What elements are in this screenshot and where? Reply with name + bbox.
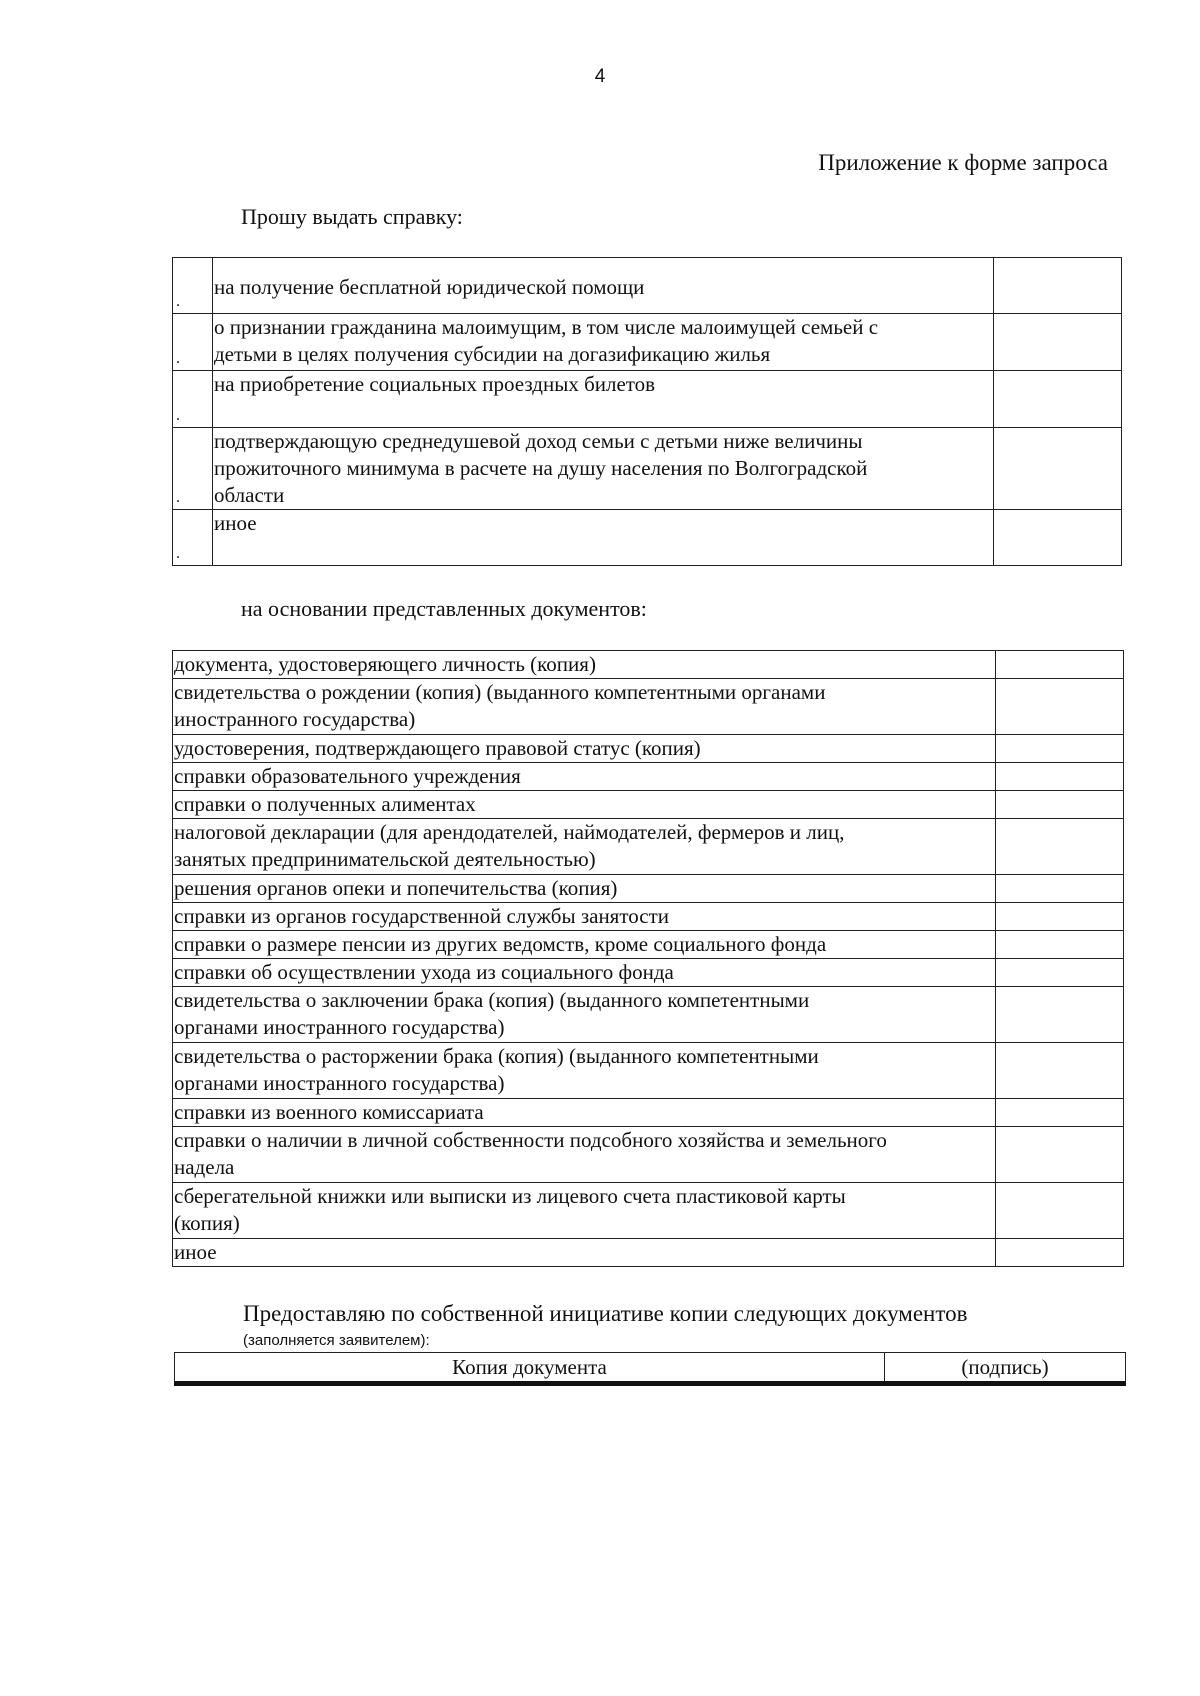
request-row-marker	[173, 428, 213, 510]
request-row-text	[213, 510, 994, 566]
row-marker-text: .	[176, 407, 180, 424]
document-text-line: справки о полученных алиментах	[174, 792, 476, 816]
document-checkbox-cell[interactable]	[996, 791, 1124, 819]
request-row-text	[213, 314, 994, 371]
document-row	[173, 1239, 1124, 1267]
document-checkbox-cell[interactable]	[996, 819, 1124, 875]
document-row	[173, 1099, 1124, 1127]
request-row-text	[213, 428, 994, 510]
request-row	[173, 510, 1122, 566]
document-text-line: налоговой декларации (для арендодателей, наймодателей, фермеров и лиц,	[174, 820, 845, 844]
document-row-text	[173, 1099, 996, 1127]
request-text-line: области	[214, 483, 285, 507]
document-row	[173, 875, 1124, 903]
document-text-line: справки о размере пенсии из других ведомств, кроме социального фонда	[174, 932, 827, 956]
copy-document-header: Копия документа	[175, 1353, 885, 1384]
document-checkbox-cell[interactable]	[996, 875, 1124, 903]
document-text-line: свидетельства о рождении (копия) (выданного компетентными органами	[174, 680, 826, 704]
document-text-line: документа, удостоверяющего личность (копия)	[174, 652, 596, 676]
request-table-body	[173, 258, 1122, 566]
document-row-text	[173, 1239, 996, 1267]
request-checkbox-cell[interactable]	[994, 371, 1122, 428]
document-text-line: решения органов опеки и попечительства (копия)	[174, 876, 618, 900]
document-row-text	[173, 735, 996, 763]
document-row	[173, 651, 1124, 679]
request-text-line: подтверждающую среднедушевой доход семьи с детьми ниже величины	[214, 429, 863, 453]
request-intro: Прошу выдать справку:	[241, 204, 463, 229]
documents-intro: на основании представленных документов:	[241, 596, 647, 621]
request-row	[173, 258, 1122, 314]
document-row	[173, 819, 1124, 875]
request-row-text	[213, 258, 994, 314]
document-row	[173, 791, 1124, 819]
row-marker-text: .	[176, 293, 180, 310]
request-row-marker	[173, 258, 213, 314]
row-marker-text: .	[176, 489, 180, 506]
document-text-line: свидетельства о заключении брака (копия) (выданного компетентными	[174, 988, 810, 1012]
document-text-line: занятых предпринимательской деятельностью)	[174, 847, 596, 871]
document-row	[173, 987, 1124, 1043]
document-checkbox-cell[interactable]	[996, 931, 1124, 959]
document-text-line: удостоверения, подтверждающего правовой статус (копия)	[174, 736, 701, 760]
document-row	[173, 679, 1124, 735]
documents-table	[172, 650, 1124, 1267]
document-row-text	[173, 651, 996, 679]
copies-table	[174, 1352, 1126, 1386]
request-table	[172, 257, 1122, 566]
document-text-line: справки об осуществлении ухода из социального фонда	[174, 960, 674, 984]
appendix-title: Приложение к форме запроса	[818, 150, 1108, 175]
document-checkbox-cell[interactable]	[996, 1099, 1124, 1127]
document-text-line: справки из органов государственной службы занятости	[174, 904, 669, 928]
initiative-note: (заполняется заявителем):	[243, 1332, 430, 1349]
request-text-line: детьми в целях получения субсидии на догазификацию жилья	[214, 342, 771, 366]
request-checkbox-cell[interactable]	[994, 258, 1122, 314]
document-text-line: справки о наличии в личной собственности подсобного хозяйства и земельного	[174, 1128, 887, 1152]
document-row-text	[173, 1183, 996, 1239]
document-row	[173, 1127, 1124, 1183]
document-row	[173, 735, 1124, 763]
document-row	[173, 959, 1124, 987]
document-text-line: свидетельства о расторжении брака (копия) (выданного компетентными	[174, 1044, 819, 1068]
document-checkbox-cell[interactable]	[996, 903, 1124, 931]
document-row	[173, 903, 1124, 931]
document-row-text	[173, 1043, 996, 1099]
document-row-text	[173, 819, 996, 875]
row-marker-text: .	[176, 545, 180, 562]
row-marker-text: .	[176, 350, 180, 367]
copies-header-row	[175, 1353, 1126, 1384]
document-text-line: сберегательной книжки или выписки из лицевого счета пластиковой карты	[174, 1184, 846, 1208]
document-text-line: справки из военного комиссариата	[174, 1100, 484, 1124]
document-checkbox-cell[interactable]	[996, 1127, 1124, 1183]
document-row-text	[173, 959, 996, 987]
request-text-line: иное	[214, 511, 257, 535]
document-text-line: (копия)	[174, 1211, 240, 1235]
signature-header: (подпись)	[885, 1353, 1126, 1384]
request-row-text	[213, 371, 994, 428]
document-checkbox-cell[interactable]	[996, 1043, 1124, 1099]
document-text-line: иное	[174, 1240, 217, 1264]
request-text-line: на получение бесплатной юридической помощи	[214, 275, 645, 299]
document-text-line: иностранного государства)	[174, 707, 416, 731]
document-checkbox-cell[interactable]	[996, 1239, 1124, 1267]
request-row-marker	[173, 314, 213, 371]
document-checkbox-cell[interactable]	[996, 735, 1124, 763]
page-number: 4	[594, 66, 606, 87]
document-row-text	[173, 791, 996, 819]
document-row-text	[173, 903, 996, 931]
request-checkbox-cell[interactable]	[994, 314, 1122, 371]
document-checkbox-cell[interactable]	[996, 679, 1124, 735]
document-checkbox-cell[interactable]	[996, 763, 1124, 791]
documents-table-body	[173, 651, 1124, 1267]
request-row	[173, 314, 1122, 371]
request-text-line: прожиточного минимума в расчете на душу населения по Волгоградской	[214, 456, 868, 480]
document-row-text	[173, 875, 996, 903]
document-checkbox-cell[interactable]	[996, 651, 1124, 679]
request-row-marker	[173, 371, 213, 428]
document-row-text	[173, 931, 996, 959]
document-row-text	[173, 1127, 996, 1183]
document-row-text	[173, 987, 996, 1043]
request-row	[173, 371, 1122, 428]
document-text-line: органами иностранного государства)	[174, 1071, 505, 1095]
document-row	[173, 931, 1124, 959]
document-text-line: органами иностранного государства)	[174, 1015, 505, 1039]
initiative-text: Предоставляю по собственной инициативе копии следующих документов	[243, 1301, 968, 1326]
request-text-line: о признании гражданина малоимущим, в том числе малоимущей семьей с	[214, 315, 879, 339]
request-text-line: на приобретение социальных проездных билетов	[214, 372, 656, 396]
document-row	[173, 763, 1124, 791]
request-row-marker	[173, 510, 213, 566]
request-checkbox-cell[interactable]	[994, 510, 1122, 566]
document-checkbox-cell[interactable]	[996, 987, 1124, 1043]
document-row-text	[173, 679, 996, 735]
document-text-line: надела	[174, 1155, 235, 1179]
request-checkbox-cell[interactable]	[994, 428, 1122, 510]
request-row	[173, 428, 1122, 510]
document-checkbox-cell[interactable]	[996, 959, 1124, 987]
document-checkbox-cell[interactable]	[996, 1183, 1124, 1239]
document-text-line: справки образовательного учреждения	[174, 764, 521, 788]
document-row-text	[173, 763, 996, 791]
document-row	[173, 1043, 1124, 1099]
document-row	[173, 1183, 1124, 1239]
